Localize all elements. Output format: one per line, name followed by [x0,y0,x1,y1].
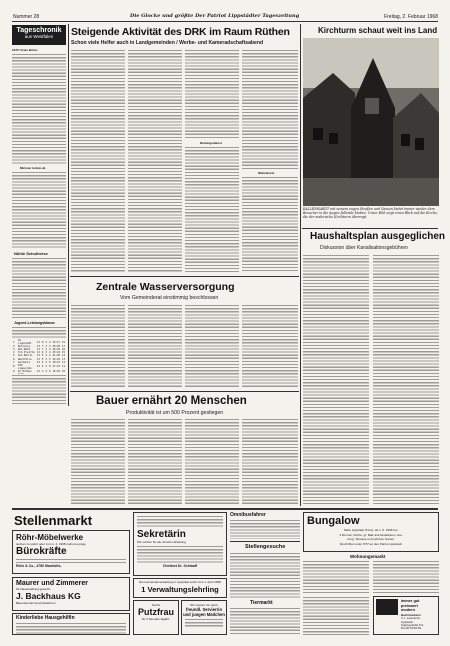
ad-omnibusfahrer [230,512,300,540]
table-cell: SV Lippstadt [18,339,32,346]
masthead-rule [12,21,438,22]
budget-headline: Haushaltsplan ausgeglichen [310,231,446,242]
main-col-2 [128,49,182,273]
table-cell: 4 [48,354,51,358]
table-cell: 4 [13,351,15,355]
ad-roehr-sub: suchen zu sofort oder zum 1. 4. 1968 mehrere junge [16,542,86,546]
table-cell: 3 [45,340,47,344]
left-bottom-text [12,374,66,404]
classifieds-rule-2 [230,541,300,542]
main-subhead: Schon viele Helfer auch in Landgemeinden / Werbe- und Kameradschaftsabend [71,40,264,46]
left-column-divider [68,24,69,406]
main-col-4 [242,49,298,169]
ad-omnibus-title: Omnibusfahrer [230,512,266,518]
table-cell: 3 [13,348,15,352]
table-cell: 2 [48,340,51,344]
table-cell: 13 [36,360,40,364]
farm-col-3 [185,418,239,504]
table-cell: 4 [45,369,47,373]
table-cell: 8 [13,365,15,369]
kallenhardt-church-photo [303,38,439,206]
table-cell: 12 [61,360,65,364]
main-col-1 [71,49,125,273]
issue-date: Freitag, 2. Februar 1968 [384,14,438,20]
table-cell: 13 [61,357,65,361]
farm-col-4 [242,418,298,504]
table-cell: 11 [61,365,65,369]
table-cell: 16 [61,348,65,352]
farm-headline: Bauer ernährt 20 Menschen [96,395,247,407]
ad-roehr-moebelwerke [12,530,130,574]
chronicle-text-block-2 [12,171,66,249]
table-title: Jugend-Leistungsklasse [14,321,55,325]
tageschronik-title: Tageschronik [16,27,62,34]
table-cell: 4 [48,351,51,355]
photo-headline: Kirchturm schaut weit ins Land [318,26,438,35]
ad-roehr-text [16,558,126,563]
table-cell: 21:20 [52,354,60,358]
ad-lehrling-big: 1 Verwaltungslehrling [141,585,219,594]
ad-verwaltungslehrling [133,578,227,598]
table-cell: 6 [13,357,15,361]
ad-servierin-text [185,618,223,628]
ad-roehr-title: Röhr-Möbelwerke [16,533,84,542]
ad-sekretaerin-text [137,545,223,563]
ad-bungalow-big: Bungalow [307,515,360,527]
table-cell: 34:17 [52,340,60,344]
ad-servierin-small: Wir suchen für sofort [190,603,218,607]
wohnungsmarkt-col-3 [303,596,369,635]
ad-laumanns-shop [401,614,439,630]
crosshead-rettung: Rettungsdienst [200,141,222,145]
ad-hausgehilfin [12,613,130,635]
ad-backhaus-contact: Bauunternehmung Paderborn [16,601,56,605]
table-cell: Borussia [18,345,31,349]
ad-putzfrau-big: Putzfrau [138,607,174,617]
ad-hausgehilfin-text [16,622,126,634]
ad-laumanns-shop-0: Buchdruckerei [401,613,421,617]
classifieds-rule [12,508,438,510]
table-cell: 13 [36,348,40,352]
table-intro-text [12,326,66,338]
water-col-3 [185,304,239,388]
table-cell: 13 [36,354,40,358]
ad-lehrling-intro: Die Gemeindeverwaltung in Lippstadt sucht zum 1. April 1968 [139,580,221,584]
table-cell: DJK Lipperode [18,363,32,370]
table-cell: 3 [45,345,47,349]
table-cell: 13 [36,369,40,373]
table-cell: SC Rüthen [18,369,32,373]
table-cell: Westfalia [18,357,32,361]
table-cell: 3 [41,369,44,373]
table-cell: 2 [45,348,47,352]
water-col-4 [242,304,298,388]
ad-putzfrau-sub: für 2 Stunden täglich. [141,617,171,621]
table-cell: 8 [41,340,44,344]
table-cell: Rot-Weiß [18,348,31,352]
table-cell: 13 [36,351,40,355]
ad-sekretaerin-big: Sekretärin [137,529,186,540]
wohnungsmarkt-col-1 [303,560,369,594]
water-col-2 [128,304,182,388]
ad-laumanns-line-0: immer gut [401,599,420,603]
stellengesuche-title: Stellengesuche [245,544,286,550]
chronicle-item-three: Nöhle Schultreise [14,251,48,256]
table-cell: 10 [61,369,65,373]
stellengesuche-text [230,552,300,598]
table-cell: 1 [13,340,15,344]
wohnungsmarkt-title: Wohnungsmarkt [350,554,386,559]
ad-laumanns-shop-4: Ruf 30 51/52-53 [401,626,422,631]
water-subhead: Vom Gemeinderat einstimmig beschlossen [120,295,219,301]
main-headline: Steigende Aktivität des DRK im Raum Rüthen [71,26,290,38]
table-cell: 4 [45,354,47,358]
ad-putzfrau [133,600,179,635]
tageschronik-subtitle: aus Westfalen [24,34,54,39]
budget-subhead: Diskussion über Kanalisationsgebühren [320,245,408,251]
table-cell: 7 [41,348,44,352]
farm-subhead: Produktivität ist um 500 Prozent gestiegen [126,410,224,416]
table-cell: 14 [61,354,65,358]
photo-caption: KALLENHARDT mit seinem engen Straßen und Gassen bietet immer wieder dem Besucher in die Augen fallende Motive. Unser Bild zeigt einen Blick auf die Kirche, die der malerische Kirchturm überragt. [303,207,438,219]
ad-bungalow [303,512,439,552]
table-cell: 9 [13,369,15,373]
ad-servierin [181,600,227,635]
table-cell: 5 [48,360,51,364]
ad-roehr-contact: Röhr & Co., 4780 Manhütte, [16,564,62,568]
table-cell: 22:24 [52,357,60,361]
table-cell: Germania [18,360,31,364]
table-cell: 15 [61,351,65,355]
issue-number: Nummer 28 [13,14,40,20]
ad-laumanns-line-2: modern [401,608,415,612]
water-headline: Zentrale Wasserversorgung [96,281,235,293]
ad-laumanns-shop-3: Kolpingstraße 5-9, [401,622,424,627]
table-cell: 13 [36,340,40,344]
table-cell: 30:20 [52,345,60,349]
main-col-4b [242,176,298,273]
tageschronik-box [12,25,66,45]
table-cell: 3 [45,351,47,355]
ad-bungalow-contact: Zuschriften unter 8 57 an den Patriot Lippstadt. [339,542,403,546]
table-cell: 5 [13,354,15,358]
chronicle-text-block [12,53,66,165]
table-cell: 2 [13,345,15,349]
ad-sekretaerin-intro [137,515,223,527]
table-cell: 6 [48,365,51,369]
table-cell: 4 [45,360,47,364]
table-cell: 4 [41,360,44,364]
table-cell: 3 [48,345,51,349]
table-cell: 17:23 [52,365,60,369]
table-cell: 7 [13,360,15,364]
main-story-rule [70,276,299,277]
wohnungsmarkt-col-2 [373,560,439,594]
ad-backhaus-sub: für Dauerstellung gesucht. [16,587,52,591]
table-cell: 3 [45,357,47,361]
table-cell: 4 [41,365,44,369]
ad-backhaus-big: J. Backhaus KG [16,591,81,601]
table-cell: 25:22 [52,351,60,355]
budget-col-1 [303,254,369,504]
ad-sekretaerin-contact: Chefarzt Dr. Schlaaff [162,564,198,568]
main-col-3b [185,146,239,273]
table-cell: 5 [41,357,44,361]
ad-omnibus-text [230,519,300,539]
table-cell: 18:21 [52,360,60,364]
ad-backhaus [12,577,130,611]
table-cell: 13 [36,365,40,369]
photo-story-rule [302,228,438,229]
tiermarkt-text [230,607,300,635]
table-cell: 13 [36,345,40,349]
farm-col-1 [71,418,125,504]
water-story-rule [70,391,299,392]
ad-sekretaerin [133,512,227,576]
table-cell: 26:19 [52,348,60,352]
table-cell: 7 [41,345,44,349]
ad-backhaus-title: Maurer und Zimmerer [16,580,88,587]
right-column-divider [300,24,301,506]
ad-laumanns-line-1: preiswert [401,603,418,608]
ad-sekretaerin-intro-label: Wir suchen für die ohnehin Abteilung [137,540,186,544]
farm-col-2 [128,418,182,504]
table-cell: 17 [61,345,65,349]
ad-bungalow-sub: Nahe Lippstadt (5 km), ab 1. 5. 1968 frei. [343,528,399,532]
table-cell: 3 [45,365,47,369]
tiermarkt-title: Tiermarkt [250,600,273,606]
main-col-3 [185,49,239,139]
newspaper-title: Die Glocke und größte Der Patriot Lippstädter Tageszeitung [130,13,300,19]
ad-hausgehilfin-title: Kinderliebe Hausgehilfin [16,615,75,621]
table-cell: 4 [48,348,51,352]
chronicle-first-item: 1970: Kreis Brilon [12,48,38,52]
ad-laumanns-shop-1: C.J. Laumanns, [401,616,421,621]
ad-roehr-big: Bürokräfte [16,546,67,557]
ad-laumanns-graphic [376,599,398,615]
table-cell: 5 [41,354,44,358]
table-cell: SuS Bad W. [18,354,34,358]
ad-bungalow-sub3: zung, Terrasse und schöner Garten. [347,537,395,541]
water-col-1 [71,304,125,388]
ad-laumanns-druckerei [373,596,439,635]
ad-laumanns-shop-2: Lippstadt, [401,619,414,624]
table-cell: 16:25 [52,369,60,373]
crosshead-wehrdienst: Wehrdienst [258,171,275,175]
ad-servierin-big: freundl. Servierrin und jungen Mädchen [183,607,225,617]
table-cell: 13 [36,357,40,361]
table-cell: TuS Erwitte [18,351,35,355]
chronicle-text-block-3 [12,257,66,319]
ad-laumanns-tagline [401,599,439,613]
table-cell: 6 [41,351,44,355]
table-cell: 19 [61,340,65,344]
table-cell: 5 [48,357,51,361]
ad-bungalow-sub2: 3 Zimmer, Küche, gr. Bad und Abstellraum, Hei- [339,533,403,537]
ad-putzfrau-small: Suche [151,603,161,607]
chronicle-item-two: Minister lehnte ab [20,166,46,170]
stellenmarkt-title: Stellenmarkt [14,513,93,528]
table-cell: 6 [48,369,51,373]
budget-col-2 [373,254,439,504]
